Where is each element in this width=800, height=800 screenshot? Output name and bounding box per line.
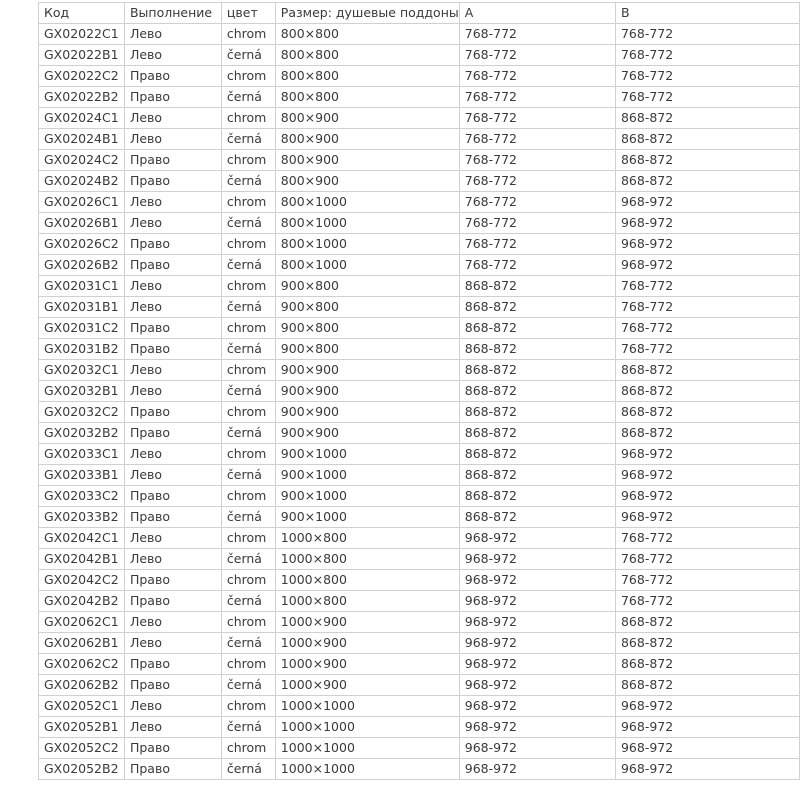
table-row <box>39 402 800 423</box>
cell-code: GX02062B2 <box>39 675 125 696</box>
cell-execution: Лево <box>124 696 221 717</box>
cell-size: 800×900 <box>275 171 459 192</box>
table-row <box>39 675 800 696</box>
cell-color: chrom <box>221 654 275 675</box>
cell-code: GX02042B1 <box>39 549 125 570</box>
table-row <box>39 717 800 738</box>
cell-code: GX02052C2 <box>39 738 125 759</box>
cell-color: černá <box>221 129 275 150</box>
cell-a: 968-972 <box>459 675 615 696</box>
cell-a: 968-972 <box>459 696 615 717</box>
cell-b: 868-872 <box>615 654 799 675</box>
cell-b: 968-972 <box>615 486 799 507</box>
cell-a: 968-972 <box>459 570 615 591</box>
cell-b: 968-972 <box>615 255 799 276</box>
cell-code: GX02032B1 <box>39 381 125 402</box>
cell-code: GX02024B1 <box>39 129 125 150</box>
cell-b: 768-772 <box>615 66 799 87</box>
table-row <box>39 633 800 654</box>
cell-code: GX02062C2 <box>39 654 125 675</box>
col-header-color: цвет <box>221 3 275 24</box>
cell-execution: Право <box>124 423 221 444</box>
cell-a: 768-772 <box>459 108 615 129</box>
cell-code: GX02052B1 <box>39 717 125 738</box>
cell-code: GX02033C1 <box>39 444 125 465</box>
cell-b: 968-972 <box>615 192 799 213</box>
cell-color: chrom <box>221 612 275 633</box>
col-header-execution: Выполнение <box>124 3 221 24</box>
cell-size: 800×900 <box>275 108 459 129</box>
cell-code: GX02033B1 <box>39 465 125 486</box>
cell-b: 968-972 <box>615 717 799 738</box>
cell-size: 900×900 <box>275 402 459 423</box>
cell-color: černá <box>221 465 275 486</box>
cell-execution: Право <box>124 87 221 108</box>
cell-color: černá <box>221 87 275 108</box>
cell-size: 1000×800 <box>275 591 459 612</box>
cell-execution: Право <box>124 486 221 507</box>
table-row <box>39 108 800 129</box>
cell-color: černá <box>221 549 275 570</box>
table-row <box>39 234 800 255</box>
cell-code: GX02033B2 <box>39 507 125 528</box>
cell-size: 1000×800 <box>275 570 459 591</box>
cell-execution: Право <box>124 654 221 675</box>
cell-b: 868-872 <box>615 108 799 129</box>
cell-code: GX02022B1 <box>39 45 125 66</box>
cell-color: chrom <box>221 234 275 255</box>
cell-code: GX02032C1 <box>39 360 125 381</box>
cell-color: chrom <box>221 528 275 549</box>
cell-b: 968-972 <box>615 507 799 528</box>
cell-code: GX02042C2 <box>39 570 125 591</box>
table-row <box>39 45 800 66</box>
cell-a: 968-972 <box>459 738 615 759</box>
cell-size: 800×900 <box>275 129 459 150</box>
table-row <box>39 612 800 633</box>
cell-a: 768-772 <box>459 255 615 276</box>
table-row <box>39 276 800 297</box>
table-row <box>39 129 800 150</box>
cell-execution: Право <box>124 234 221 255</box>
cell-execution: Лево <box>124 465 221 486</box>
cell-execution: Лево <box>124 45 221 66</box>
cell-execution: Право <box>124 66 221 87</box>
cell-size: 1000×1000 <box>275 696 459 717</box>
cell-a: 768-772 <box>459 66 615 87</box>
cell-size: 1000×800 <box>275 528 459 549</box>
cell-b: 868-872 <box>615 402 799 423</box>
cell-b: 868-872 <box>615 633 799 654</box>
cell-color: chrom <box>221 444 275 465</box>
table-row <box>39 423 800 444</box>
cell-execution: Лево <box>124 360 221 381</box>
cell-color: černá <box>221 45 275 66</box>
cell-color: chrom <box>221 192 275 213</box>
cell-b: 868-872 <box>615 423 799 444</box>
cell-execution: Лево <box>124 381 221 402</box>
table-row <box>39 549 800 570</box>
cell-b: 968-972 <box>615 444 799 465</box>
cell-size: 900×1000 <box>275 444 459 465</box>
table-row <box>39 570 800 591</box>
cell-code: GX02024C1 <box>39 108 125 129</box>
cell-size: 900×800 <box>275 339 459 360</box>
cell-b: 768-772 <box>615 549 799 570</box>
cell-a: 768-772 <box>459 45 615 66</box>
cell-color: černá <box>221 255 275 276</box>
cell-size: 1000×1000 <box>275 717 459 738</box>
cell-a: 968-972 <box>459 528 615 549</box>
cell-a: 868-872 <box>459 444 615 465</box>
cell-size: 1000×900 <box>275 633 459 654</box>
table-row <box>39 318 800 339</box>
table-row <box>39 486 800 507</box>
cell-a: 868-872 <box>459 423 615 444</box>
cell-a: 768-772 <box>459 87 615 108</box>
cell-execution: Лево <box>124 24 221 45</box>
table-body <box>39 24 800 780</box>
cell-color: černá <box>221 381 275 402</box>
cell-b: 768-772 <box>615 528 799 549</box>
cell-code: GX02026C1 <box>39 192 125 213</box>
cell-b: 968-972 <box>615 738 799 759</box>
cell-b: 968-972 <box>615 465 799 486</box>
cell-a: 968-972 <box>459 591 615 612</box>
cell-color: chrom <box>221 486 275 507</box>
cell-size: 900×900 <box>275 381 459 402</box>
cell-size: 1000×1000 <box>275 759 459 780</box>
cell-a: 768-772 <box>459 129 615 150</box>
cell-execution: Право <box>124 339 221 360</box>
cell-b: 768-772 <box>615 87 799 108</box>
cell-b: 868-872 <box>615 129 799 150</box>
cell-color: chrom <box>221 276 275 297</box>
cell-b: 868-872 <box>615 360 799 381</box>
table-row <box>39 150 800 171</box>
cell-execution: Лево <box>124 213 221 234</box>
cell-b: 868-872 <box>615 171 799 192</box>
cell-b: 768-772 <box>615 591 799 612</box>
cell-code: GX02042C1 <box>39 528 125 549</box>
cell-color: chrom <box>221 738 275 759</box>
cell-color: černá <box>221 297 275 318</box>
cell-execution: Лево <box>124 297 221 318</box>
cell-color: černá <box>221 759 275 780</box>
spec-table <box>38 2 800 780</box>
cell-a: 768-772 <box>459 192 615 213</box>
cell-code: GX02032C2 <box>39 402 125 423</box>
cell-a: 868-872 <box>459 339 615 360</box>
cell-a: 868-872 <box>459 402 615 423</box>
table-row <box>39 192 800 213</box>
cell-size: 800×1000 <box>275 255 459 276</box>
cell-color: chrom <box>221 696 275 717</box>
cell-b: 768-772 <box>615 318 799 339</box>
cell-size: 800×800 <box>275 24 459 45</box>
cell-size: 900×800 <box>275 276 459 297</box>
cell-a: 868-872 <box>459 381 615 402</box>
cell-color: chrom <box>221 318 275 339</box>
cell-execution: Лево <box>124 717 221 738</box>
cell-b: 768-772 <box>615 24 799 45</box>
cell-size: 800×900 <box>275 150 459 171</box>
cell-execution: Право <box>124 150 221 171</box>
table-row <box>39 507 800 528</box>
cell-a: 968-972 <box>459 654 615 675</box>
cell-color: černá <box>221 591 275 612</box>
cell-b: 768-772 <box>615 570 799 591</box>
cell-code: GX02052C1 <box>39 696 125 717</box>
cell-size: 1000×900 <box>275 654 459 675</box>
cell-b: 968-972 <box>615 696 799 717</box>
cell-b: 968-972 <box>615 759 799 780</box>
cell-b: 968-972 <box>615 234 799 255</box>
cell-size: 900×1000 <box>275 465 459 486</box>
cell-code: GX02031C2 <box>39 318 125 339</box>
cell-color: černá <box>221 423 275 444</box>
table-row <box>39 759 800 780</box>
cell-execution: Право <box>124 738 221 759</box>
table-row <box>39 591 800 612</box>
cell-execution: Право <box>124 171 221 192</box>
cell-color: černá <box>221 633 275 654</box>
cell-b: 768-772 <box>615 297 799 318</box>
cell-execution: Лево <box>124 549 221 570</box>
cell-execution: Лево <box>124 633 221 654</box>
cell-code: GX02026C2 <box>39 234 125 255</box>
cell-execution: Лево <box>124 192 221 213</box>
cell-execution: Лево <box>124 528 221 549</box>
cell-size: 1000×900 <box>275 675 459 696</box>
cell-color: černá <box>221 717 275 738</box>
cell-size: 800×1000 <box>275 234 459 255</box>
cell-a: 868-872 <box>459 465 615 486</box>
col-header-size: Размер: душевые поддоны <box>275 3 459 24</box>
cell-execution: Лево <box>124 444 221 465</box>
cell-size: 1000×900 <box>275 612 459 633</box>
cell-a: 868-872 <box>459 276 615 297</box>
cell-size: 900×800 <box>275 318 459 339</box>
cell-b: 768-772 <box>615 339 799 360</box>
cell-b: 768-772 <box>615 45 799 66</box>
table-row <box>39 444 800 465</box>
table-row <box>39 696 800 717</box>
cell-size: 900×1000 <box>275 486 459 507</box>
cell-color: černá <box>221 675 275 696</box>
cell-code: GX02062C1 <box>39 612 125 633</box>
table-row <box>39 213 800 234</box>
table-row <box>39 654 800 675</box>
cell-a: 968-972 <box>459 717 615 738</box>
cell-execution: Право <box>124 255 221 276</box>
cell-size: 800×800 <box>275 87 459 108</box>
cell-execution: Право <box>124 318 221 339</box>
cell-code: GX02031B1 <box>39 297 125 318</box>
cell-color: chrom <box>221 402 275 423</box>
cell-a: 868-872 <box>459 318 615 339</box>
table-row <box>39 24 800 45</box>
cell-code: GX02022C1 <box>39 24 125 45</box>
cell-execution: Право <box>124 759 221 780</box>
cell-execution: Право <box>124 507 221 528</box>
cell-code: GX02052B2 <box>39 759 125 780</box>
cell-size: 800×1000 <box>275 213 459 234</box>
cell-a: 768-772 <box>459 213 615 234</box>
cell-color: chrom <box>221 66 275 87</box>
cell-code: GX02022C2 <box>39 66 125 87</box>
cell-color: chrom <box>221 108 275 129</box>
cell-color: černá <box>221 171 275 192</box>
cell-code: GX02033C2 <box>39 486 125 507</box>
cell-color: chrom <box>221 570 275 591</box>
cell-a: 868-872 <box>459 507 615 528</box>
cell-a: 868-872 <box>459 360 615 381</box>
cell-a: 968-972 <box>459 633 615 654</box>
cell-size: 900×800 <box>275 297 459 318</box>
cell-a: 968-972 <box>459 759 615 780</box>
table-row <box>39 528 800 549</box>
cell-b: 868-872 <box>615 612 799 633</box>
cell-size: 1000×1000 <box>275 738 459 759</box>
table-row <box>39 360 800 381</box>
cell-color: chrom <box>221 24 275 45</box>
col-header-code: Код <box>39 3 125 24</box>
table-row <box>39 381 800 402</box>
cell-a: 768-772 <box>459 234 615 255</box>
cell-a: 868-872 <box>459 486 615 507</box>
cell-b: 868-872 <box>615 675 799 696</box>
cell-size: 900×1000 <box>275 507 459 528</box>
cell-b: 868-872 <box>615 150 799 171</box>
cell-code: GX02024B2 <box>39 171 125 192</box>
cell-size: 800×800 <box>275 45 459 66</box>
cell-a: 768-772 <box>459 150 615 171</box>
cell-size: 900×900 <box>275 423 459 444</box>
table-row <box>39 738 800 759</box>
cell-execution: Право <box>124 570 221 591</box>
table-row <box>39 171 800 192</box>
cell-b: 868-872 <box>615 381 799 402</box>
cell-color: černá <box>221 339 275 360</box>
cell-a: 968-972 <box>459 549 615 570</box>
cell-b: 968-972 <box>615 213 799 234</box>
table-row <box>39 465 800 486</box>
cell-color: černá <box>221 507 275 528</box>
cell-execution: Право <box>124 675 221 696</box>
cell-execution: Лево <box>124 276 221 297</box>
cell-a: 768-772 <box>459 171 615 192</box>
cell-execution: Право <box>124 402 221 423</box>
cell-a: 768-772 <box>459 24 615 45</box>
cell-size: 800×800 <box>275 66 459 87</box>
cell-code: GX02022B2 <box>39 87 125 108</box>
cell-color: černá <box>221 213 275 234</box>
cell-code: GX02026B2 <box>39 255 125 276</box>
cell-code: GX02031C1 <box>39 276 125 297</box>
table-header-row <box>39 3 800 24</box>
cell-code: GX02031B2 <box>39 339 125 360</box>
cell-size: 1000×800 <box>275 549 459 570</box>
table-row <box>39 87 800 108</box>
table-row <box>39 255 800 276</box>
cell-execution: Лево <box>124 108 221 129</box>
cell-a: 868-872 <box>459 297 615 318</box>
col-header-b: B <box>615 3 799 24</box>
cell-execution: Лево <box>124 129 221 150</box>
cell-color: chrom <box>221 150 275 171</box>
cell-size: 800×1000 <box>275 192 459 213</box>
cell-code: GX02042B2 <box>39 591 125 612</box>
cell-a: 968-972 <box>459 612 615 633</box>
cell-color: chrom <box>221 360 275 381</box>
table-row <box>39 297 800 318</box>
cell-execution: Лево <box>124 612 221 633</box>
cell-code: GX02026B1 <box>39 213 125 234</box>
table-row <box>39 66 800 87</box>
col-header-a: A <box>459 3 615 24</box>
cell-size: 900×900 <box>275 360 459 381</box>
cell-code: GX02024C2 <box>39 150 125 171</box>
cell-code: GX02062B1 <box>39 633 125 654</box>
table-row <box>39 339 800 360</box>
cell-execution: Право <box>124 591 221 612</box>
cell-code: GX02032B2 <box>39 423 125 444</box>
cell-b: 768-772 <box>615 276 799 297</box>
